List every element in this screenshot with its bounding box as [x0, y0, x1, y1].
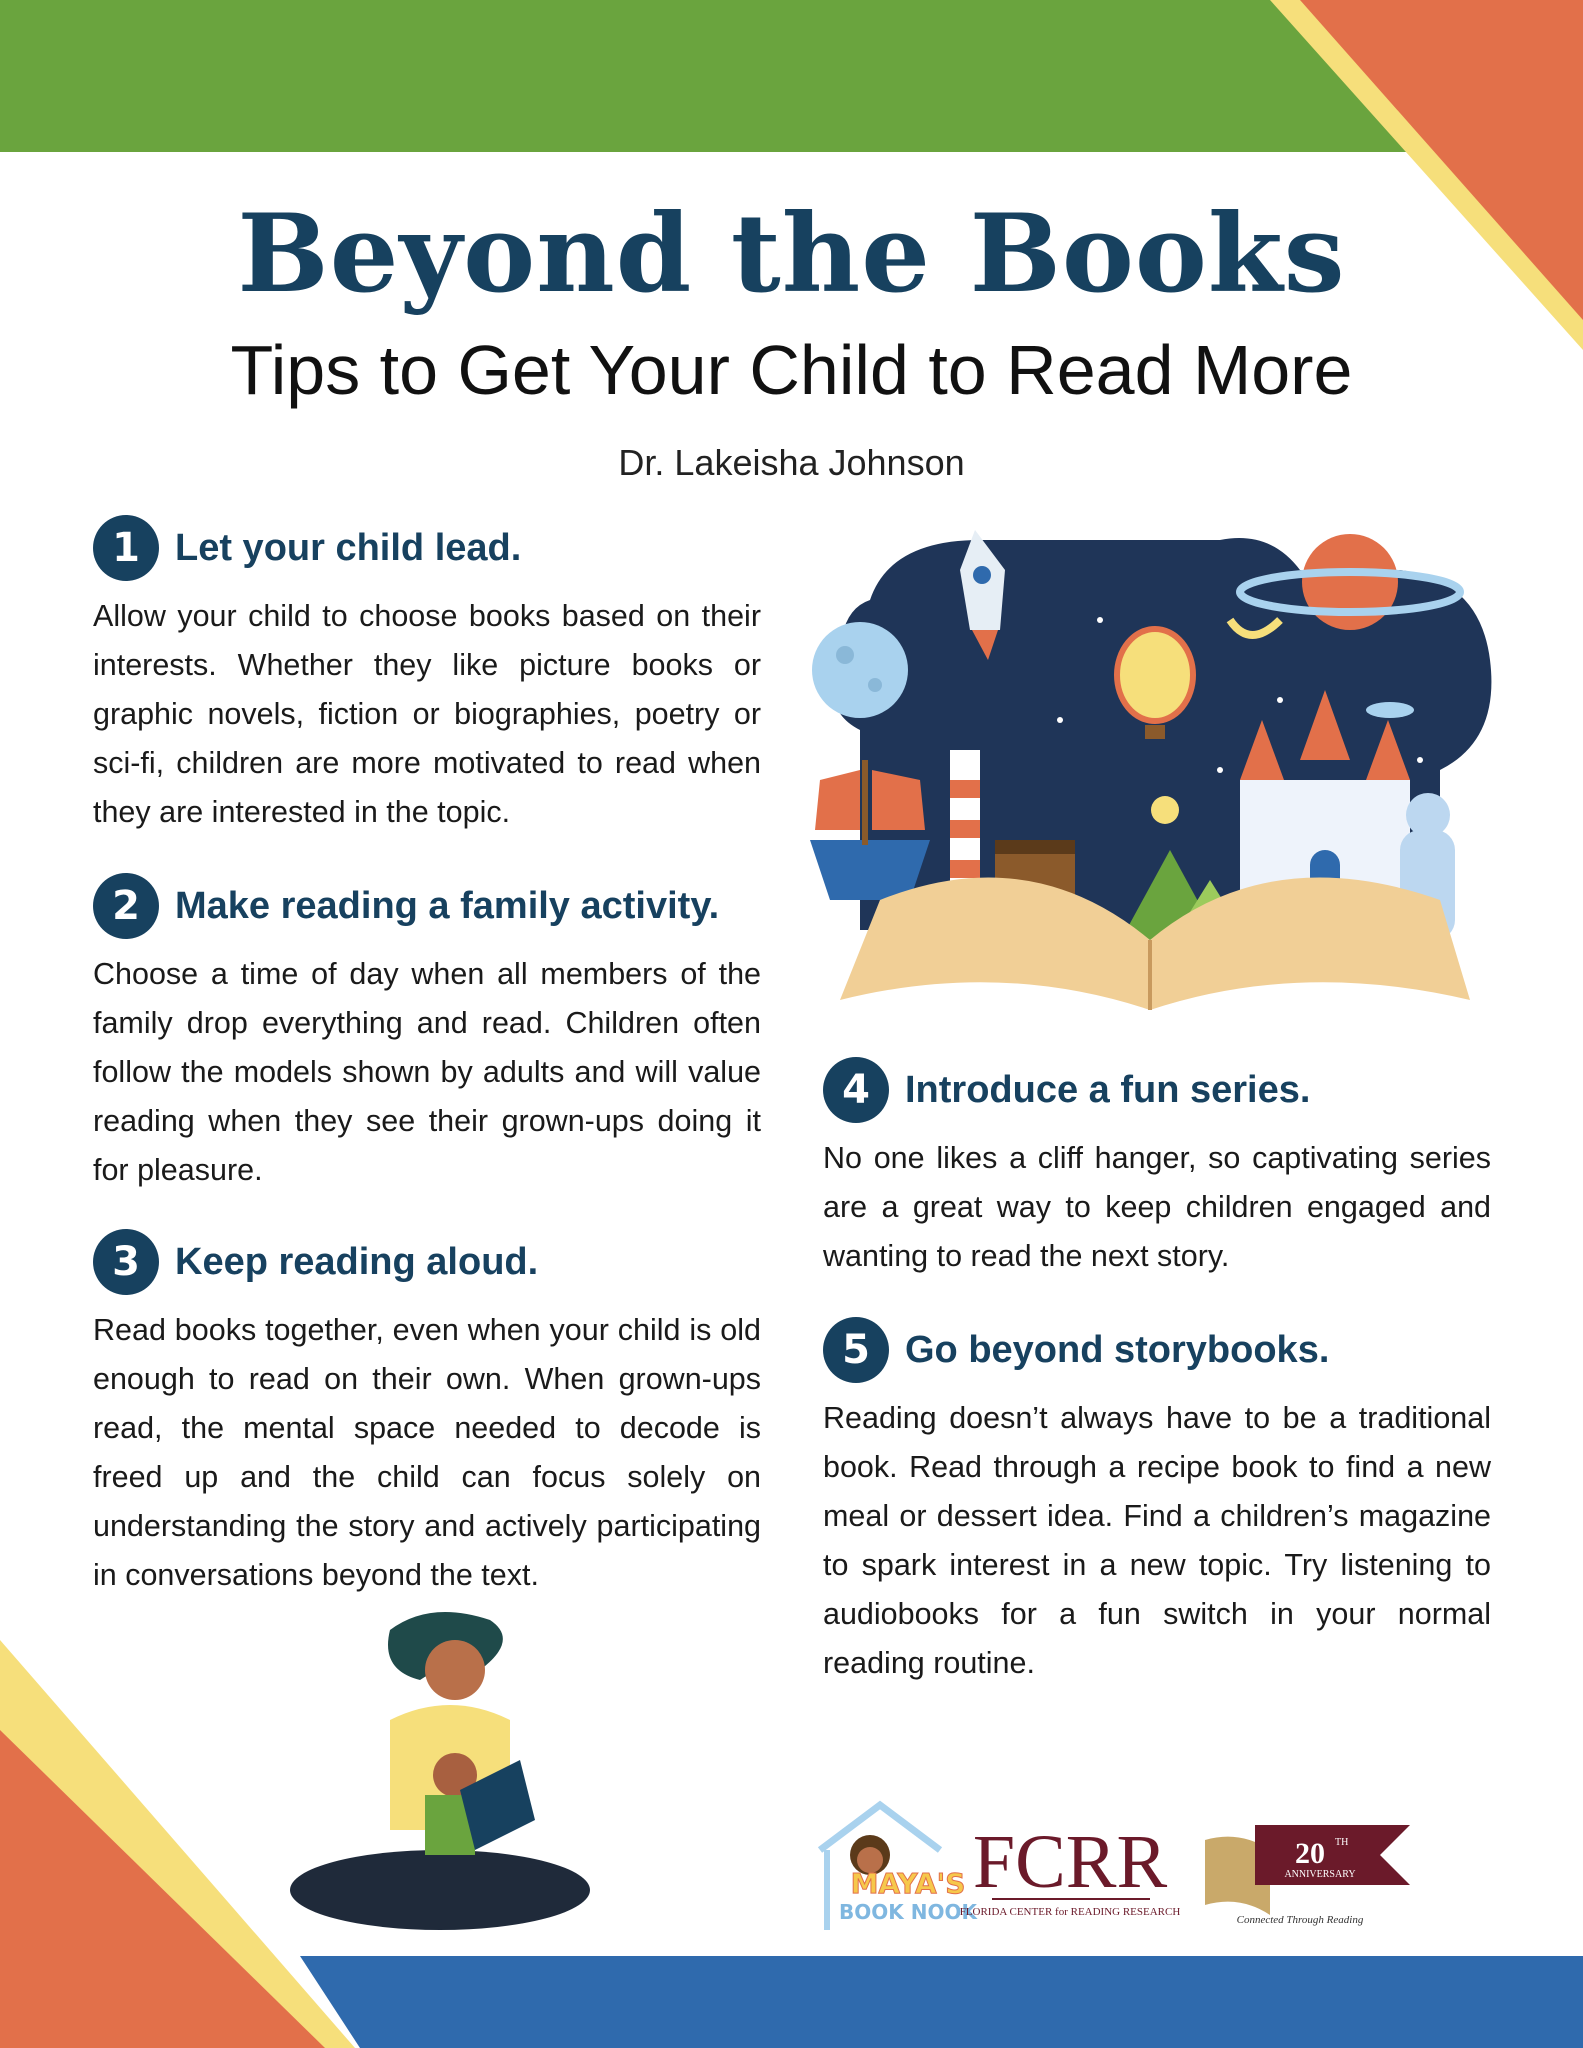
author-name: Dr. Lakeisha Johnson — [618, 442, 965, 483]
legs-shape — [290, 1850, 590, 1930]
parent-reading-illustration — [280, 1600, 600, 1940]
tip-number-badge: 3 — [93, 1229, 159, 1295]
tip-body: No one likes a cliff hanger, so captivating series are a great way to keep children engaged and wanting to read the next story. — [823, 1141, 1491, 1273]
twentieth-anniversary-logo — [1205, 1825, 1410, 1926]
page-subtitle: Tips to Get Your Child to Read More — [230, 331, 1353, 409]
page-title: Beyond the Books — [237, 191, 1346, 317]
ufo-icon — [1366, 702, 1414, 718]
tip-header — [93, 514, 761, 582]
anniversary-tagline: Connected Through Reading — [1236, 1914, 1364, 1926]
partner-logos — [810, 1795, 1490, 1935]
tip-title: Make reading a family activity. — [175, 884, 720, 927]
tip-2 — [93, 872, 761, 1195]
tip-body: Reading doesn’t always have to be a traditional book. Read through a recipe book to find a new meal or dessert idea. Find a children’s magazine to spark interest in a new topic. Try listening to audiobooks for a fun switch in your normal reading routine. — [823, 1401, 1491, 1680]
anniversary-word: ANNIVERSARY — [1284, 1869, 1356, 1880]
tip-number-badge: 4 — [823, 1057, 889, 1123]
mayas-logo-line1: MAYA'S — [850, 1867, 966, 1900]
lighthouse-icon — [950, 750, 980, 890]
fcrr-logo-subtitle: FLORIDA CENTER for READING RESEARCH — [959, 1906, 1181, 1918]
anniversary-number: 20 — [1295, 1837, 1325, 1870]
tip-4 — [823, 1056, 1491, 1281]
tip-3 — [93, 1228, 761, 1600]
tip-header — [823, 1316, 1491, 1384]
mayas-logo-line2: BOOK NOOK — [839, 1900, 977, 1924]
tip-number-badge: 5 — [823, 1317, 889, 1383]
small-balloon-icon — [1151, 796, 1179, 824]
tip-header — [823, 1056, 1491, 1124]
moon-icon — [812, 622, 908, 718]
fcrr-logo — [960, 1820, 1181, 1918]
tip-title: Go beyond storybooks. — [905, 1328, 1330, 1371]
tip-number-badge: 2 — [93, 873, 159, 939]
tip-5 — [823, 1316, 1491, 1688]
tip-body: Read books together, even when your child is old enough to read on their own. When grown-ups read, the mental space needed to decode is freed up and the child can focus solely on understanding the story and actively participating in conversations beyond the text. — [93, 1313, 761, 1592]
tip-body: Choose a time of day when all members of the family drop everything and read. Children often follow the models shown by adults and will value reading when they see their grown-ups doing it for pleasure. — [93, 957, 761, 1187]
anniversary-suffix: TH — [1335, 1837, 1349, 1848]
tip-header — [93, 872, 761, 940]
tip-title: Introduce a fun series. — [905, 1068, 1311, 1111]
tip-number-badge: 1 — [93, 515, 159, 581]
tip-header — [93, 1228, 761, 1296]
tip-body: Allow your child to choose books based on their interests. Whether they like picture books or graphic novels, fiction or biographies, poetry or sci-fi, children are more motivated to read when they are interested in the topic. — [93, 599, 761, 829]
fcrr-logo-name: FCRR — [972, 1820, 1168, 1904]
bottom-blue-band — [300, 1956, 1583, 2048]
tip-1 — [93, 514, 761, 837]
mayas-book-nook-logo — [820, 1805, 978, 1930]
tip-title: Let your child lead. — [175, 526, 522, 569]
face-shape — [425, 1640, 485, 1700]
tip-title: Keep reading aloud. — [175, 1240, 539, 1283]
fantasy-book-illustration — [800, 510, 1500, 1030]
